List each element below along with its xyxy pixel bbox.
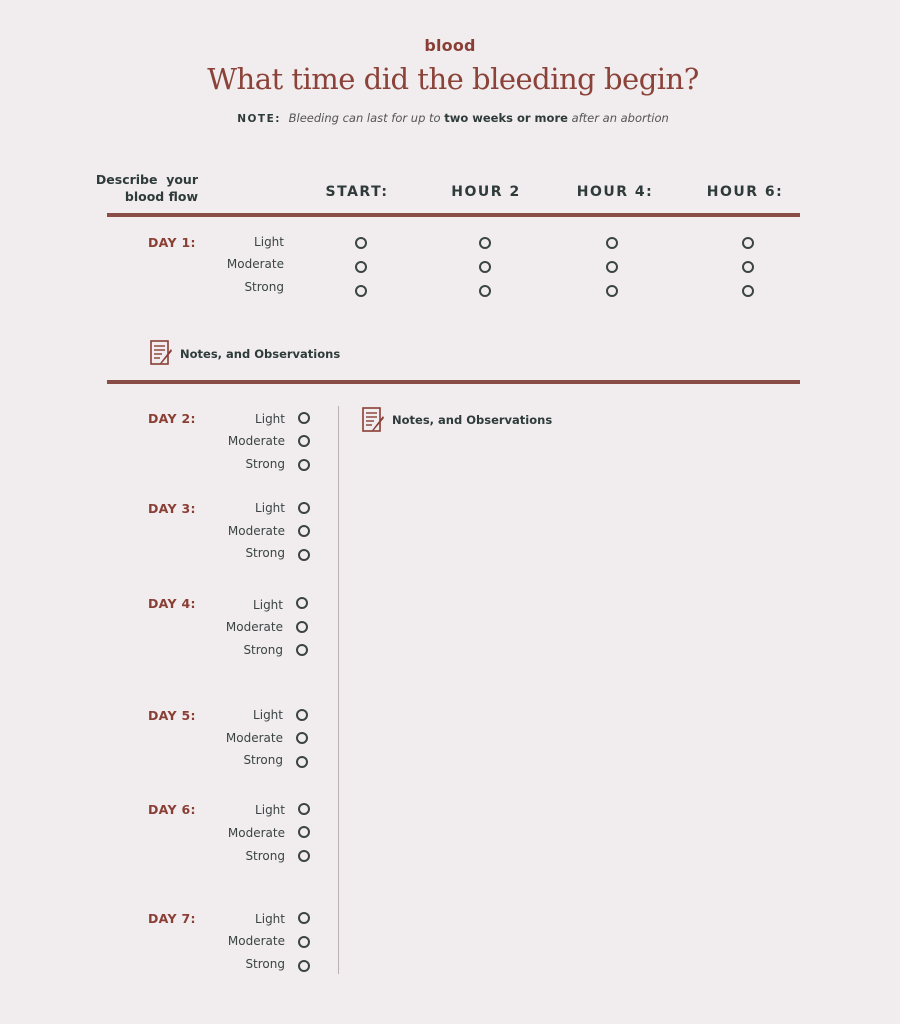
notes-divider bbox=[107, 380, 800, 384]
column-header-start: START: bbox=[325, 184, 389, 200]
describe-flow-label bbox=[60, 171, 198, 205]
day-5-level-moderate: Moderate bbox=[225, 731, 283, 745]
day-4-light-radio[interactable] bbox=[296, 597, 308, 609]
day-5-light-radio[interactable] bbox=[296, 709, 308, 721]
day-1-label: DAY 1: bbox=[148, 235, 196, 250]
day-6-label: DAY 6: bbox=[148, 802, 196, 817]
day-6-level-light: Light bbox=[255, 803, 285, 817]
day-2-strong-radio[interactable] bbox=[298, 459, 310, 471]
day-7-level-light: Light bbox=[255, 912, 285, 926]
day-7-moderate-radio[interactable] bbox=[298, 936, 310, 948]
day-7-light-radio[interactable] bbox=[298, 912, 310, 924]
column-header-hour-4: HOUR 4: bbox=[576, 184, 654, 200]
day-5-label: DAY 5: bbox=[148, 708, 196, 723]
note-text-bold: two weeks or more bbox=[444, 111, 568, 125]
note-text-post: after an abortion bbox=[571, 111, 669, 125]
day-3-level-moderate: Moderate bbox=[227, 524, 285, 538]
day-4-level-light: Light bbox=[253, 598, 283, 612]
day-1-hour-6-light-radio[interactable] bbox=[742, 237, 754, 249]
day-4-level-strong: Strong bbox=[243, 643, 283, 657]
day-1-hour-2-light-radio[interactable] bbox=[479, 237, 491, 249]
day-4-moderate-radio[interactable] bbox=[296, 621, 308, 633]
note-text-pre: Bleeding can last for up to bbox=[288, 111, 441, 125]
day-5-level-light: Light bbox=[253, 708, 283, 722]
describe-line-1: Describe your bbox=[95, 172, 198, 187]
day-1-hour-4-moderate-radio[interactable] bbox=[606, 261, 618, 273]
day-1-level-strong: Strong bbox=[244, 280, 284, 294]
day-6-moderate-radio[interactable] bbox=[298, 826, 310, 838]
day-1-hour-6-strong-radio[interactable] bbox=[742, 285, 754, 297]
day-2-level-moderate: Moderate bbox=[227, 434, 285, 448]
day-1-start-strong-radio[interactable] bbox=[355, 285, 367, 297]
day-4-strong-radio[interactable] bbox=[296, 644, 308, 656]
day-2-level-light: Light bbox=[255, 412, 285, 426]
day-1-hour-6-moderate-radio[interactable] bbox=[742, 261, 754, 273]
day-2-light-radio[interactable] bbox=[298, 412, 310, 424]
notepad-pen-icon bbox=[150, 339, 174, 367]
day-1-hour-2-moderate-radio[interactable] bbox=[479, 261, 491, 273]
day-3-moderate-radio[interactable] bbox=[298, 525, 310, 537]
day-2-level-strong: Strong bbox=[245, 457, 285, 471]
header-divider bbox=[107, 213, 800, 217]
day-1-hour-2-strong-radio[interactable] bbox=[479, 285, 491, 297]
day-1-start-moderate-radio[interactable] bbox=[355, 261, 367, 273]
day-3-light-radio[interactable] bbox=[298, 502, 310, 514]
vertical-divider bbox=[338, 406, 339, 974]
notes-label-days-2-7: Notes, and Observations bbox=[392, 413, 553, 427]
section-kicker: blood bbox=[424, 36, 476, 55]
column-header-hour-6: HOUR 6: bbox=[706, 184, 784, 200]
column-header-hour-2: HOUR 2 bbox=[451, 184, 521, 200]
day-1-level-moderate: Moderate bbox=[226, 257, 284, 271]
day-6-level-strong: Strong bbox=[245, 849, 285, 863]
describe-line-2: blood flow bbox=[124, 189, 198, 204]
day-6-light-radio[interactable] bbox=[298, 803, 310, 815]
day-3-level-strong: Strong bbox=[245, 546, 285, 560]
day-7-level-strong: Strong bbox=[245, 957, 285, 971]
day-2-moderate-radio[interactable] bbox=[298, 435, 310, 447]
day-7-level-moderate: Moderate bbox=[227, 934, 285, 948]
day-4-level-moderate: Moderate bbox=[225, 620, 283, 634]
day-6-strong-radio[interactable] bbox=[298, 850, 310, 862]
notes-label-day-1: Notes, and Observations bbox=[180, 347, 341, 361]
notepad-pen-icon bbox=[362, 406, 386, 434]
day-3-label: DAY 3: bbox=[148, 501, 196, 516]
page-title: What time did the bleeding begin? bbox=[207, 62, 699, 96]
day-4-label: DAY 4: bbox=[148, 596, 196, 611]
day-2-label: DAY 2: bbox=[148, 411, 196, 426]
day-1-hour-4-strong-radio[interactable] bbox=[606, 285, 618, 297]
day-1-level-light: Light bbox=[254, 235, 284, 249]
note-line bbox=[0, 111, 900, 125]
day-5-moderate-radio[interactable] bbox=[296, 732, 308, 744]
day-1-hour-4-light-radio[interactable] bbox=[606, 237, 618, 249]
day-3-level-light: Light bbox=[255, 501, 285, 515]
day-7-strong-radio[interactable] bbox=[298, 960, 310, 972]
day-5-level-strong: Strong bbox=[243, 753, 283, 767]
note-label: NOTE: bbox=[237, 113, 281, 125]
day-3-strong-radio[interactable] bbox=[298, 549, 310, 561]
day-5-strong-radio[interactable] bbox=[296, 756, 308, 768]
day-1-start-light-radio[interactable] bbox=[355, 237, 367, 249]
day-6-level-moderate: Moderate bbox=[227, 826, 285, 840]
day-7-label: DAY 7: bbox=[148, 911, 196, 926]
